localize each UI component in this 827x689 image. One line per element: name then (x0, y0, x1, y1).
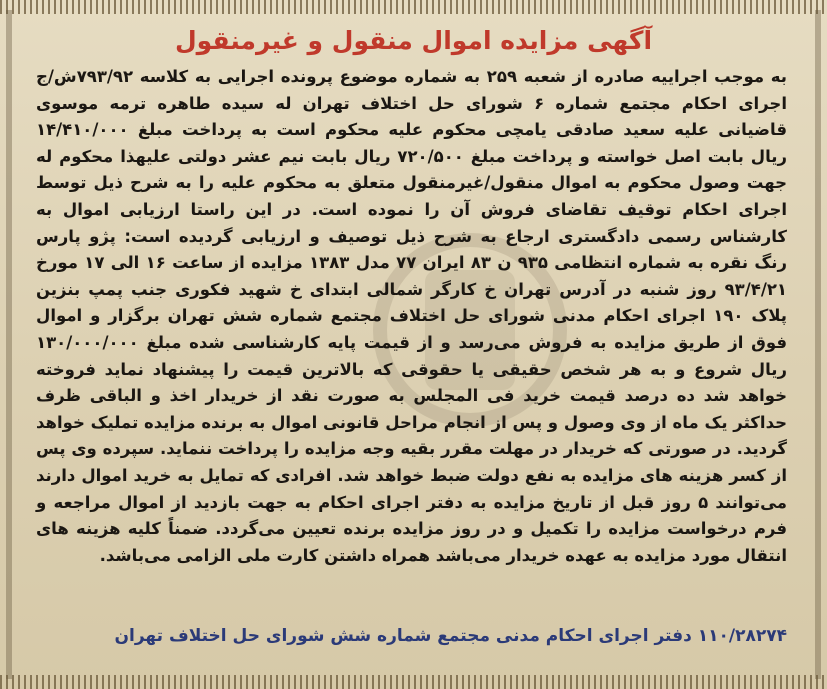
decorative-border-top (0, 0, 827, 14)
notice-body: به موجب اجراییه صادره از شعبه ۲۵۹ به شماره موضوع پرونده اجرایی به کلاسه ۷۹۳/۹۲ش/ج اجرای احکام مجتمع شماره ۶ شورای حل اختلاف تهران له سیده طاهره ترمه موسوی قاضیانی علیه سعید صادقی یامچی محکوم علیه محکوم است به پرداخت مبلغ ۱۴/۴۱۰/۰۰۰ ریال بابت اصل خواسته و پرداخت مبلغ ۷۲۰/۵۰۰ ریال بابت نیم عشر دولتی علیهذا محکوم له جهت وصول محکوم به اموال منقول/غیرمنقول متعلق به محکوم علیه را به شرح ذیل توسط اجرای احکام توقیف تقاضای فروش آن را نموده است. در این راستا ارزیابی اموال به کارشناس رسمی دادگستری ارجاع به شرح ذیل توصیف و ارزیابی گردیده است: پژو پارس رنگ نقره به شماره انتظامی ۹۳۵ ن ۸۳ ایران ۷۷ مدل ۱۳۸۳ مزایده از ساعت ۱۶ الی ۱۷ مورخ ۹۳/۴/۲۱ روز شنبه در آدرس تهران خ کارگر شمالی ابتدای خ شهید فکوری جنب پمپ بنزین پلاک ۱۹۰ اجرای احکام مدنی شورای حل اختلاف مجتمع شماره شش تهران برگزار و اموال فوق از طریق مزایده به فروش می‌رسد و از قیمت پایه کارشناسی شده مبلغ ۱۳۰/۰۰۰/۰۰۰ ریال شروع و به هر شخص حقیقی یا حقوقی که بالاترین قیمت را پیشنهاد نماید فروخته خواهد شد ده درصد قیمت خرید فی المجلس به صورت نقد از خریدار اخذ و الباقی ظرف حداکثر یک ماه از وی وصول و پس از انجام مراحل قانونی اموال به برنده مزایده تملیک خواهد گردید. در صورتی که خریدار در مهلت مقرر بقیه وجه مزایده را پرداخت ننماید. سپرده وی پس از کسر هزینه های مزایده به نفع دولت ضبط خواهد شد. افرادی که تمایل به خرید اموال دارند می‌توانند ۵ روز قبل از تاریخ مزایده به دفتر اجرای احکام به جهت بازدید از اموال مراجعه و فرم درخواست مزایده را تکمیل و در روز مزایده برنده تعیین می‌گردد. ضمناً کلیه هزینه های انتقال مورد مزایده به عهده خریدار می‌باشد همراه داشتن کارت ملی الزامی می‌باشد. (36, 67, 788, 565)
notice-title: آگهی مزایده اموال منقول و غیرمنقول (174, 26, 653, 55)
decorative-border-left (6, 10, 12, 679)
decorative-border-bottom (0, 675, 827, 689)
notice-signature: ۱۱۰/۲۸۲۷۴ دفتر اجرای احکام مدنی مجتمع شماره شش شورای حل اختلاف تهران (114, 626, 787, 646)
decorative-border-right (815, 10, 821, 679)
